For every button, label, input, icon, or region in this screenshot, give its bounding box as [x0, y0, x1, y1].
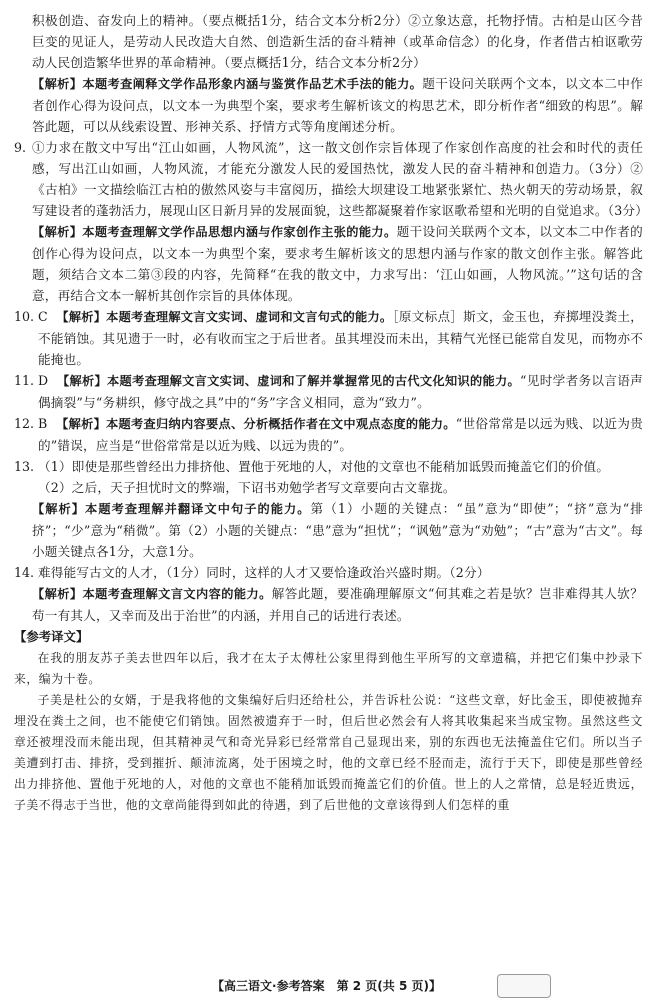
analysis-12-tag: 【解析】本题考查归纳内容要点、分析概括作者在文中观点态度的能力。	[56, 417, 456, 431]
analysis-10-tag: 【解析】本题考查理解文言文实词、虚词和文言句式的能力。	[56, 310, 393, 324]
analysis-14-text: 解答此题，要准确理解原文“何其难之若是欤？岂非难得其人欤？苟一有其人，又幸而及出于治世”的内涵，并用自己的话进行表述。	[32, 586, 643, 623]
answer-11-choice: D	[38, 373, 49, 388]
question-10-number: 10.	[14, 309, 35, 324]
answer-10	[38, 306, 643, 370]
question-10	[14, 306, 643, 370]
question-9	[14, 137, 649, 221]
analysis-14-tag: 【解析】本题考查理解文言文内容的能力。	[32, 587, 272, 601]
analysis-11-text: “见时学者务以言语声偶摘裂”与“务耕织，修守战之具”中的“务”字含义相同，意为“致力”。	[38, 373, 643, 410]
footer-badge	[497, 974, 551, 998]
question-13	[14, 456, 643, 498]
analysis-13-tag: 【解析】本题考查理解并翻译文中句子的能力。	[32, 502, 311, 516]
analysis-14	[14, 583, 643, 626]
reference-translation-heading: 【参考译文】	[14, 629, 89, 644]
answer-10-choice: C	[38, 309, 48, 324]
analysis-8-tag: 【解析】本题考查阐释文学作品形象内涵与鉴赏作品艺术手法的能力。	[32, 77, 423, 91]
page-footer: 【高三语文·参考答案 第 2 页(共 5 页)】	[212, 979, 441, 993]
question-13-number: 13.	[14, 459, 35, 474]
analysis-8-text: 题干设问关联两个文本，以文本二中作者创作心得为设问点，以文本一为典型个案，要求考生解析该文的构思艺术，即分析作者“细致的构思”。解答此题，可以从线索设置、形神关系、抒情方式等角度阐述分析。	[32, 76, 644, 134]
analysis-13-text: 第（1）小题的关键点：“虽”意为“即使”；“挤”意为“排挤”；“少”意为“稍微”。第（2）小题的关键点：“患”意为“担忧”；“讽勉”意为“劝勉”；“古”意为“古文”。每小题关键点各1分，大意1分。	[32, 501, 644, 559]
analysis-12-text: “世俗常常是以远为贱、以近为贵的”错误，应当是“世俗常常是以近为贱、以远为贵的”。	[38, 416, 643, 453]
analysis-11-tag: 【解析】本题考查理解文言文实词、虚词和了解并掌握常见的古代文化知识的能力。	[56, 374, 521, 388]
answer-14: 难得能写古文的人才，（1分）同时，这样的人才又要恰逢政治兴盛时期。（2分）	[38, 565, 490, 580]
question-14	[14, 562, 643, 583]
analysis-13	[14, 498, 643, 562]
analysis-9	[14, 221, 643, 306]
answer-8-continuation: 积极创造、奋发向上的精神。（要点概括1分，结合文本分析2分）②立象达意，托物抒情。古柏是山区今昔巨变的见证人，是劳动人民改造大自然、创造新生活的奋斗精神（或革命信念）的化身，作者借古柏讴歌劳动人民创造繁华世界的革命精神。（要点概括1分，结合文本分析2分）	[32, 13, 643, 70]
translation-paragraph-2: 子美是杜公的女婿，于是我将他的文集编好后归还给杜公，并告诉杜公说：“这些文章，好比金玉，即使被抛弃埋没在粪土之间，也不能使它们销蚀。固然被遗弃于一时，但后世必然会有人将其收集起来当成宝物。虽然这些文章还被埋没而未能出现，但其精神灵气和奇光异彩已经常常自己显现出来，别的东西也无法掩盖住它们。所以当子美遭到打击、排挤，受到摧折、颠沛流离，处于困境之时，他的文章已经不胫而走，流行于天下，即使是那些曾经出力排挤他、置他于死地的人，对他的文章也不能稍加诋毁而掩盖它们的价值。世上的人之常情，总是轻近贵远，子美不得志于当世，他的文章尚能得到如此的待遇，到了后世他的文章该得到人们怎样的重	[14, 693, 643, 812]
analysis-8	[14, 73, 643, 137]
question-11	[14, 370, 643, 413]
answer-13-part-2: （2）之后，天子担忧时文的弊端，下诏书劝勉学者写文章要向古文靠拢。	[38, 480, 456, 495]
translation-paragraph-1: 在我的朋友苏子美去世四年以后，我才在太子太傅杜公家里得到他生平所写的文章遗稿，并把它们集中抄录下来，编为十卷。	[14, 651, 643, 686]
analysis-10-text: ［原文标点］斯文，金玉也，弃掷埋没粪土，不能销蚀。其见遗于一时，必有收而宝之于后世者。虽其埋没而未出，其精气光怪已能常自发见，而物亦不能掩也。	[38, 309, 643, 367]
answer-11	[38, 370, 643, 413]
analysis-9-text: 题干设问关联两个文本，以文本二中作者的创作心得为设问点，以文本一为典型个案，要求考生解析该文的思想内涵与作家的散文创作主张。解答此题，须结合文本二第③段的内容，先简释“在我的散文中，力求写出：‘江山如画，人物风流。’”这句话的含意，再结合文本一解析其创作宗旨的具体体现。	[32, 224, 643, 303]
answer-12	[38, 413, 643, 456]
question-12	[14, 413, 643, 456]
question-12-number: 12.	[14, 416, 35, 431]
analysis-9-tag: 【解析】本题考查理解文学作品思想内涵与作家创作主张的能力。	[32, 225, 397, 239]
answer-12-choice: B	[38, 416, 48, 431]
question-11-number: 11.	[14, 373, 35, 388]
answer-9: ①力求在散文中写出“江山如画，人物风流”，这一散文创作宗旨体现了作家创作高度的社会和时代的责任感，写出江山如画，人物风流，才能充分激发人民的爱国热忱，激发人民的奋斗精神和创造力。（3分）②《古柏》一文描绘临江古柏的傲然风姿与丰富阅历，描绘大坝建设工地紧张紧忙、热火朝天的劳动场景，叙写建设者的蓬勃活力，展现山区日新月异的发展面貌，这些都凝聚着作家讴歌希望和光明的自觉追求。（3分）	[32, 140, 649, 218]
question-9-number: 9.	[14, 140, 27, 155]
question-14-number: 14.	[14, 565, 35, 580]
answer-13-part-1: （1）即使是那些曾经出力排挤他、置他于死地的人，对他的文章也不能稍加诋毁而掩盖它们的价值。	[38, 459, 610, 474]
